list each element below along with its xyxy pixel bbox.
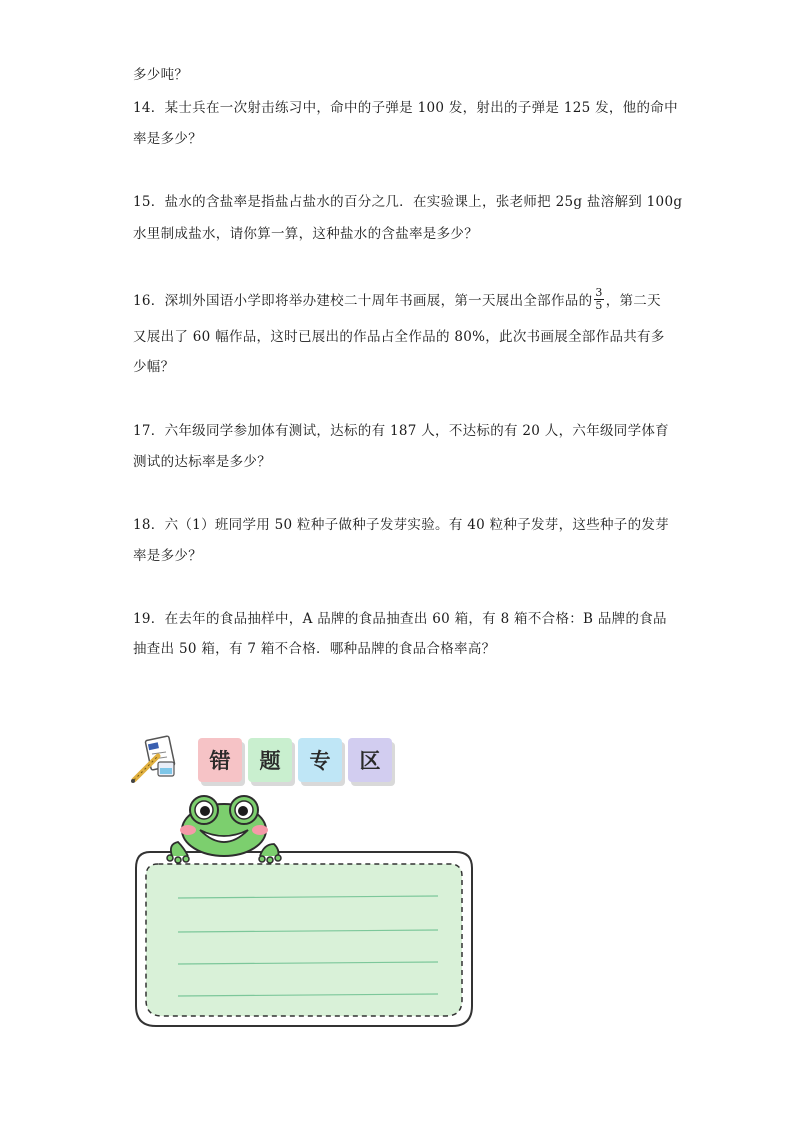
question-17-line-1: 17．六年级同学参加体有测试，达标的有 187 人，不达标的有 20 人，六年级同学体育 (133, 423, 669, 439)
fraction-three-fifths (594, 287, 603, 312)
question-16-text-before-fraction: 16．深圳外国语小学即将举办建校二十周年书画展，第一天展出全部作品的 (133, 293, 593, 309)
question-16-text-after-fraction: ，第二天 (605, 293, 661, 309)
question-19-line-2: 抽查出 50 箱，有 7 箱不合格．哪种品牌的食品合格率高？ (133, 641, 496, 657)
notebook-pencil-icon (128, 732, 182, 788)
note-box-inner (146, 864, 462, 1016)
question-15-line-2: 水里制成盐水，请你算一算，这种盐水的含盐率是多少？ (133, 226, 478, 242)
question-15-line-1: 15．盐水的含盐率是指盐占盐水的百分之几．在实验课上，张老师把 25g 盐溶解到 100g (133, 194, 683, 210)
question-13-tail: 多少吨？ (133, 67, 189, 83)
question-14-line-2: 率是多少？ (133, 131, 202, 147)
fraction-numerator: 3 (595, 286, 603, 299)
zone-title-char-4: 区 (348, 738, 392, 782)
fraction-denominator: 5 (595, 299, 603, 312)
frog-icon (167, 796, 281, 863)
question-18-line-2: 率是多少？ (133, 548, 202, 564)
zone-title-char-2: 题 (248, 738, 292, 782)
zone-title-char-3: 专 (298, 738, 342, 782)
mistake-zone-header (128, 732, 398, 788)
question-19-line-1: 19．在去年的食品抽样中，A 品牌的食品抽查出 60 箱，有 8 箱不合格：B 品牌的食品 (133, 611, 667, 627)
zone-title-char-1: 错 (198, 738, 242, 782)
question-16-line-2: 又展出了 60 幅作品，这时已展出的作品占全作品的 80%，此次书画展全部作品共有多 (133, 329, 665, 345)
question-17-line-2: 测试的达标率是多少？ (133, 454, 271, 470)
question-16-line-3: 少幅？ (133, 359, 175, 375)
frog-note-box (132, 792, 482, 1032)
question-18-line-1: 18．六（1）班同学用 50 粒种子做种子发芽实验。有 40 粒种子发芽，这些种子的发芽 (133, 517, 669, 533)
question-14-line-1: 14．某士兵在一次射击练习中，命中的子弹是 100 发，射出的子弹是 125 发，他的命中 (133, 100, 678, 116)
question-16-line-1 (133, 286, 661, 314)
